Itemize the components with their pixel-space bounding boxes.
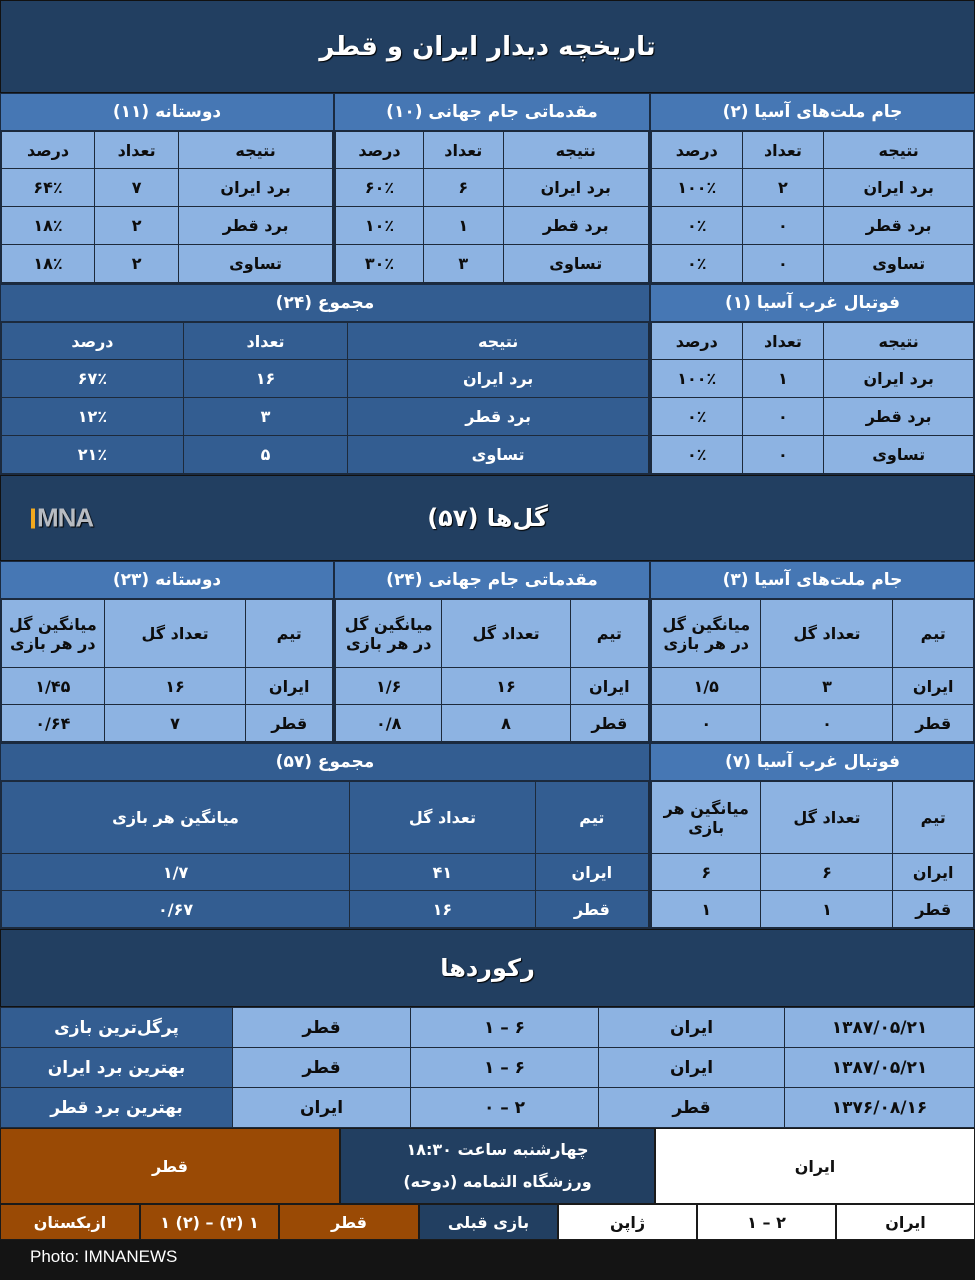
cell: قطر: [893, 705, 974, 742]
block-title: دوستانه (۲۳): [1, 562, 333, 599]
cell: ۳: [183, 398, 347, 436]
cell: ایران: [246, 668, 333, 705]
col-header: تیم: [535, 782, 648, 854]
away-prev-score: ۱ (۳) – (۲) ۱: [140, 1204, 279, 1240]
cell: ۰/۸: [336, 705, 442, 742]
away-prev-team: قطر: [279, 1204, 419, 1240]
cell: برد ایران: [824, 360, 974, 398]
col-header: تعداد گل: [350, 782, 536, 854]
cell: ۱۲٪: [2, 398, 184, 436]
col-header: تعداد: [742, 132, 824, 169]
cell: ۵: [183, 436, 347, 474]
cell: ۰٪: [652, 436, 743, 474]
logo-text: MNA: [37, 502, 94, 533]
cell: ۰٪: [652, 245, 743, 283]
goals-banner: [0, 475, 975, 561]
table-row: [652, 705, 974, 742]
cell: ایران: [599, 1008, 785, 1048]
previous-label: بازی قبلی: [419, 1204, 558, 1240]
cell: ۱/۴۵: [2, 668, 105, 705]
col-header: تعداد: [742, 323, 824, 360]
cell: ایران: [570, 668, 648, 705]
cell: ۰: [652, 705, 761, 742]
table-row: [1, 1048, 975, 1088]
cell: قطر: [893, 891, 974, 928]
col-header: درصد: [652, 132, 743, 169]
cell: برد ایران: [179, 169, 333, 207]
cell: برد قطر: [179, 207, 333, 245]
cell: ۰٪: [652, 398, 743, 436]
cell: ۰/۶۷: [2, 891, 350, 928]
cell: قطر: [535, 891, 648, 928]
match-venue: ورزشگاه الثمامه (دوحه): [403, 1172, 592, 1191]
cell: ۰: [742, 245, 824, 283]
table-row: [652, 360, 974, 398]
block-title: مجموع (۲۴): [1, 285, 649, 322]
results-waff: [650, 284, 975, 475]
block-title: فوتبال غرب آسیا (۷): [651, 744, 974, 781]
col-header: نتیجه: [348, 323, 649, 360]
goals-asian-cup: [650, 561, 975, 743]
goals-waff: [650, 743, 975, 929]
cell: ۰: [742, 398, 824, 436]
cell: قطر: [570, 705, 648, 742]
col-header: تعداد: [95, 132, 179, 169]
cell: ایران: [535, 854, 648, 891]
cell: ۲: [95, 245, 179, 283]
block-title: فوتبال غرب آسیا (۱): [651, 285, 974, 322]
cell: برد ایران: [348, 360, 649, 398]
cell: تساوی: [824, 436, 974, 474]
col-header: نتیجه: [824, 132, 974, 169]
cell: ۱۰۰٪: [652, 360, 743, 398]
table-row: [652, 436, 974, 474]
results-wc-qualifiers: [334, 93, 650, 284]
table-row: [336, 668, 649, 705]
table-row: [652, 207, 974, 245]
cell: ۲۱٪: [2, 436, 184, 474]
table-row: [2, 169, 333, 207]
previous-matches: [0, 1204, 975, 1240]
cell: تساوی: [824, 245, 974, 283]
cell: ۱/۶: [336, 668, 442, 705]
records-banner: [0, 929, 975, 1007]
away-prev-opponent: ازبکستان: [0, 1204, 140, 1240]
cell: ۶۰٪: [336, 169, 424, 207]
record-label: بهترین برد ایران: [1, 1048, 233, 1088]
cell: ۱۶: [442, 668, 570, 705]
cell: ۱۳۸۷/۰۵/۲۱: [785, 1008, 975, 1048]
cell: ایران: [599, 1048, 785, 1088]
table-row: [336, 169, 649, 207]
col-header: تعداد گل: [761, 782, 893, 854]
records-title: رکوردها: [440, 954, 535, 982]
home-prev-score: ۲ – ۱: [697, 1204, 836, 1240]
table-row: [2, 668, 333, 705]
cell: ۶: [761, 854, 893, 891]
table-row: [2, 705, 333, 742]
table-row: [652, 245, 974, 283]
cell: ۲ – ۰: [411, 1088, 599, 1128]
block-title: دوستانه (۱۱): [1, 94, 333, 131]
col-header: تیم: [893, 600, 974, 668]
col-header: نتیجه: [179, 132, 333, 169]
table-row: [2, 207, 333, 245]
col-header: میانگین هر بازی: [652, 782, 761, 854]
table-row: [652, 854, 974, 891]
block-title: مقدماتی جام جهانی (۲۴): [335, 562, 649, 599]
col-header: تعداد گل: [442, 600, 570, 668]
cell: ۱: [761, 891, 893, 928]
cell: ۸: [442, 705, 570, 742]
table-row: [2, 854, 649, 891]
table-row: [2, 360, 649, 398]
col-header: میانگین گل در هر بازی: [2, 600, 105, 668]
cell: برد قطر: [824, 207, 974, 245]
block-title: مجموع (۵۷): [1, 744, 649, 781]
table-row: [2, 245, 333, 283]
col-header: نتیجه: [824, 323, 974, 360]
cell: ۳۰٪: [336, 245, 424, 283]
col-header: میانگین هر بازی: [2, 782, 350, 854]
imna-logo: [31, 503, 93, 534]
cell: ۶ – ۱: [411, 1048, 599, 1088]
goals-row: [0, 561, 975, 743]
cell: ۰: [761, 705, 893, 742]
block-title: جام ملت‌های آسیا (۳): [651, 562, 974, 599]
cell: تساوی: [348, 436, 649, 474]
cell: ۷: [104, 705, 246, 742]
cell: برد قطر: [503, 207, 649, 245]
table-row: [1, 1008, 975, 1048]
cell: ۱۳۷۶/۰۸/۱۶: [785, 1088, 975, 1128]
col-header: درصد: [336, 132, 424, 169]
cell: ۳: [423, 245, 503, 283]
cell: ۱: [423, 207, 503, 245]
cell: برد قطر: [824, 398, 974, 436]
cell: ۰: [742, 436, 824, 474]
cell: ۱۶: [183, 360, 347, 398]
col-header: درصد: [652, 323, 743, 360]
table-row: [652, 891, 974, 928]
col-header: تعداد گل: [104, 600, 246, 668]
cell: ۱۶: [104, 668, 246, 705]
cell: قطر: [233, 1048, 411, 1088]
table-row: [2, 891, 649, 928]
cell: ۲: [95, 207, 179, 245]
upcoming-match: [0, 1128, 975, 1204]
cell: ۱۰۰٪: [652, 169, 743, 207]
cell: ۴۱: [350, 854, 536, 891]
cell: ۶۴٪: [2, 169, 95, 207]
logo-accent-bar: [31, 509, 35, 529]
cell: برد قطر: [348, 398, 649, 436]
cell: برد ایران: [824, 169, 974, 207]
goals-total: [0, 743, 650, 929]
cell: ۰٪: [652, 207, 743, 245]
match-time: چهارشنبه ساعت ۱۸:۳۰: [406, 1140, 589, 1159]
col-header: میانگین گل در هر بازی: [652, 600, 761, 668]
cell: ۷: [95, 169, 179, 207]
results-row: [0, 93, 975, 284]
table-row: [652, 398, 974, 436]
record-label: پرگل‌ترین بازی: [1, 1008, 233, 1048]
col-header: درصد: [2, 132, 95, 169]
goals-wc-qualifiers: [334, 561, 650, 743]
col-header: نتیجه: [503, 132, 649, 169]
cell: تساوی: [179, 245, 333, 283]
results-total: [0, 284, 650, 475]
cell: ۱۸٪: [2, 245, 95, 283]
goals-row-2: [0, 743, 975, 929]
cell: ۱۸٪: [2, 207, 95, 245]
cell: ۰/۶۴: [2, 705, 105, 742]
table-row: [652, 169, 974, 207]
cell: ۶: [423, 169, 503, 207]
home-prev-opponent: ژاپن: [558, 1204, 697, 1240]
table-row: [336, 245, 649, 283]
block-title: مقدماتی جام جهانی (۱۰): [335, 94, 649, 131]
records-table: [0, 1007, 975, 1128]
cell: ۲: [742, 169, 824, 207]
col-header: تیم: [570, 600, 648, 668]
cell: ۱: [652, 891, 761, 928]
cell: ۳: [761, 668, 893, 705]
results-asian-cup: [650, 93, 975, 284]
away-team: قطر: [0, 1128, 340, 1204]
cell: قطر: [246, 705, 333, 742]
match-info: [340, 1128, 655, 1204]
cell: ایران: [893, 668, 974, 705]
cell: قطر: [599, 1088, 785, 1128]
cell: ۱۳۸۷/۰۵/۲۱: [785, 1048, 975, 1088]
goals-title: گل‌ها (۵۷): [427, 504, 548, 532]
home-prev-team: ایران: [836, 1204, 975, 1240]
results-friendly: [0, 93, 334, 284]
cell: ۱: [742, 360, 824, 398]
table-row: [336, 207, 649, 245]
table-row: [1, 1088, 975, 1128]
col-header: تیم: [246, 600, 333, 668]
cell: برد ایران: [503, 169, 649, 207]
photo-credit: Photo: IMNANEWS: [0, 1240, 975, 1274]
cell: ۶: [652, 854, 761, 891]
cell: ایران: [233, 1088, 411, 1128]
col-header: تعداد گل: [761, 600, 893, 668]
table-row: [2, 398, 649, 436]
cell: ۰: [742, 207, 824, 245]
block-title: جام ملت‌های آسیا (۲): [651, 94, 974, 131]
cell: قطر: [233, 1008, 411, 1048]
col-header: تعداد: [183, 323, 347, 360]
table-row: [336, 705, 649, 742]
table-row: [2, 436, 649, 474]
cell: ایران: [893, 854, 974, 891]
cell: ۶۷٪: [2, 360, 184, 398]
col-header: میانگین گل در هر بازی: [336, 600, 442, 668]
page-title: تاریخچه دیدار ایران و قطر: [0, 0, 975, 93]
cell: تساوی: [503, 245, 649, 283]
cell: ۱۰٪: [336, 207, 424, 245]
results-row-2: [0, 284, 975, 475]
cell: ۱/۷: [2, 854, 350, 891]
cell: ۶ – ۱: [411, 1008, 599, 1048]
record-label: بهترین برد قطر: [1, 1088, 233, 1128]
col-header: تیم: [893, 782, 974, 854]
cell: ۱۶: [350, 891, 536, 928]
col-header: تعداد: [423, 132, 503, 169]
col-header: درصد: [2, 323, 184, 360]
home-team: ایران: [655, 1128, 975, 1204]
goals-friendly: [0, 561, 334, 743]
cell: ۱/۵: [652, 668, 761, 705]
table-row: [652, 668, 974, 705]
